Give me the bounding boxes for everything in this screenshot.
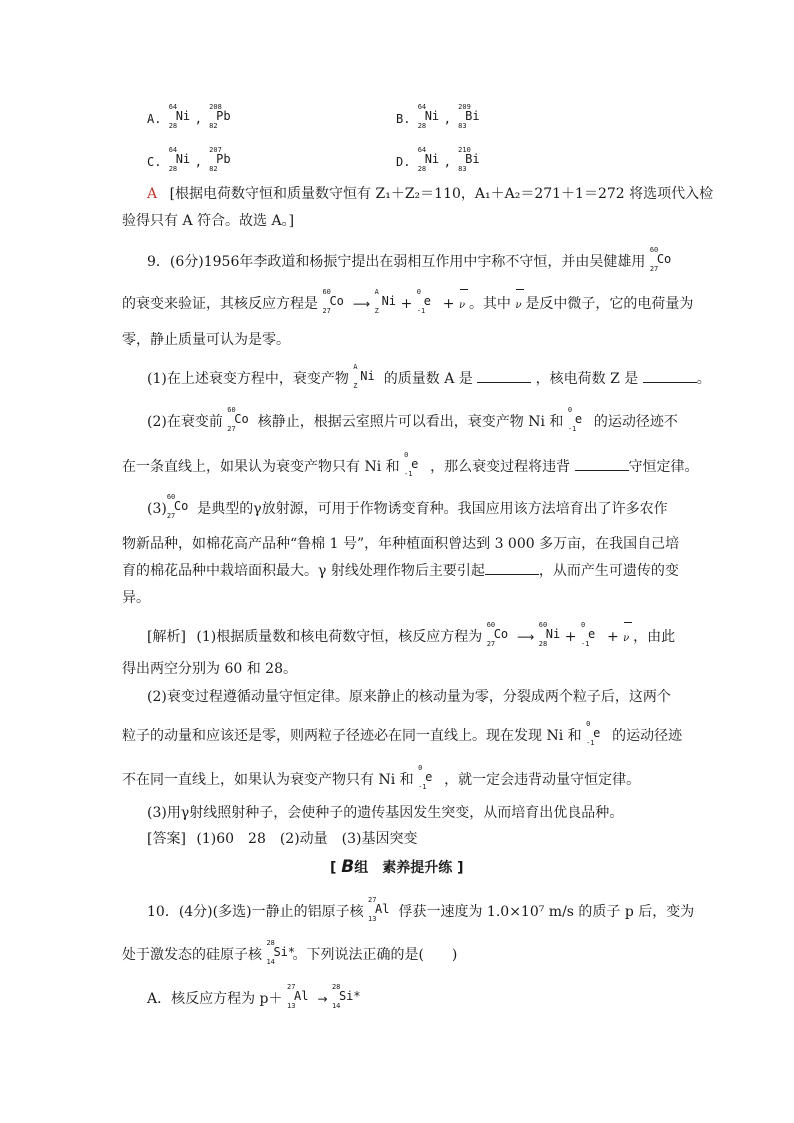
- analysis-text: 的运动径迹: [612, 728, 683, 744]
- q8-answer-text: [根据电荷数守恒和质量数守恒有 Z₁＋Z₂＝110，A₁＋A₂＝271＋1＝272 将选项代入检: [169, 186, 714, 202]
- nuclide-bi209: 209 83 Bi: [458, 103, 480, 130]
- nuclide-co60: 60 27 Co: [227, 406, 249, 433]
- nuclide-ni60: 60 28 Ni: [538, 621, 561, 648]
- section-letter: B: [341, 857, 355, 877]
- q10-text: A．核反应方程为 p＋: [147, 991, 283, 1007]
- q9-text: 。其中: [468, 296, 511, 312]
- nuclide-ni64: 64 28 Ni: [168, 146, 191, 173]
- q8-answer-line1: [147, 185, 713, 203]
- q9-text: (1)在上述衰变方程中，衰变产物: [147, 371, 349, 387]
- q9-text: 的质量数 A 是: [383, 371, 473, 387]
- analysis-text: ，由此: [633, 629, 676, 645]
- answer-blank[interactable]: [575, 458, 629, 471]
- answer-line: [147, 830, 418, 848]
- q9-text: 在一条直线上，如果认为衰变产物只有 Ni 和: [122, 459, 400, 475]
- nuclide-co60: 60 27 Co: [322, 288, 344, 315]
- q9-line1: [147, 246, 676, 273]
- q9-text: ，核电荷数 Z 是: [535, 371, 639, 387]
- q9-text: ，那么衰变过程将违背: [430, 459, 571, 475]
- q10-text: 。下列说法正确的是( ): [292, 947, 458, 963]
- option-c: C. 64 28 Ni , 207 82 Pb: [147, 150, 235, 171]
- nuclide-co60: 60 27 Co: [486, 621, 509, 648]
- antineutrino-symbol: ν: [459, 297, 469, 315]
- electron-symbol: 0 -1 e: [404, 451, 419, 478]
- answer-blank[interactable]: [477, 370, 531, 383]
- nuclide-ni64: 64 28 Ni: [417, 146, 440, 173]
- nuclide-pb208: 208 82 Pb: [209, 103, 231, 130]
- q10-text: 处于激发态的硅原子核: [122, 947, 262, 963]
- nuclide-si28: 28 14 Si*: [266, 939, 296, 966]
- q9-line3: 零，静止质量可认为是零。: [122, 332, 290, 348]
- analysis-label: [解析]: [147, 629, 186, 645]
- q10-text: 10．(4分)(多选)一静止的铝原子核: [147, 904, 364, 920]
- reaction-arrow: →: [317, 992, 328, 1006]
- q8-answer-line2: 验得只有 A 符合。故选 A。]: [122, 213, 295, 229]
- q9-text: 守恒定律。: [628, 459, 699, 475]
- q9-part3-line1: [147, 493, 668, 520]
- q10-line1: [147, 896, 695, 923]
- answer-blank[interactable]: [643, 370, 697, 383]
- q9-part3-line3: [122, 562, 679, 580]
- q9-text: 是反中微子，它的电荷量为: [525, 296, 694, 312]
- q9-stem: 9．(6分)1956年李政道和杨振宁提出在弱相互作用中宇称不守恒，并由吴健雄用: [147, 254, 646, 270]
- option-b: B. 64 28 Ni , 209 83 Bi: [396, 107, 484, 128]
- q10-option-a: [147, 983, 361, 1010]
- analysis-text: 不在同一直线上，如果认为衰变产物只有 Ni 和: [122, 772, 414, 788]
- nuclide-ni-az: A Z Ni: [374, 288, 397, 315]
- antineutrino-symbol: ν: [623, 630, 633, 648]
- section-title: 组 素养提升练: [354, 860, 453, 876]
- option-a: A. 64 28 Ni , 208 82 Pb: [147, 107, 235, 128]
- nuclide-al27: 27 13 Al: [368, 896, 390, 923]
- analysis-line3: (2)衰变过程遵循动量守恒定律。原来静止的核动量为零，分裂成两个粒子后，这两个: [147, 689, 671, 705]
- nuclide-co60: 60 27 Co: [649, 246, 672, 273]
- q9-line2: 的衰变来验证，其核反应方程是 60 27 Co ⟶ A Z Ni + 0 -1 e + ν 。其中 ν 是反中微子，它的电荷量为: [122, 288, 694, 315]
- q9-text: (3): [147, 501, 167, 517]
- q9-part1: (1)在上述衰变方程中，衰变产物 A Z Ni 的质量数 A 是 ，核电荷数 Z 是 。: [147, 363, 711, 390]
- electron-symbol: 0 -1 e: [416, 288, 431, 315]
- nuclide-ni64: 64 28 Ni: [168, 103, 191, 130]
- q9-text: 的运动径迹不: [593, 414, 678, 430]
- q10-line2: [122, 939, 458, 966]
- nuclide-al27: 27 13 Al: [286, 983, 309, 1010]
- q9-part2-line2: [122, 451, 699, 478]
- option-label: A.: [147, 112, 162, 126]
- nuclide-ni-az: A Z Ni: [353, 363, 375, 390]
- analysis-text: ，就一定会违背动量守恒定律。: [444, 772, 641, 788]
- nuclide-pb207: 207 82 Pb: [209, 146, 231, 173]
- electron-symbol: 0 -1 e: [580, 621, 596, 648]
- answer-label: [答案]: [147, 831, 186, 847]
- q9-text: (2)在衰变前: [147, 414, 223, 430]
- nuclide-co60: 60 27 Co: [166, 493, 189, 520]
- nuclide-bi210: 210 83 Bi: [458, 146, 480, 173]
- electron-symbol: 0 -1 e: [418, 764, 433, 791]
- analysis-line4: [122, 720, 683, 747]
- option-d: D. 64 28 Ni , 210 83 Bi: [396, 150, 484, 171]
- option-label: D.: [396, 155, 411, 169]
- electron-symbol: 0 -1 e: [586, 720, 601, 747]
- electron-symbol: 0 -1 e: [567, 406, 583, 433]
- q10-text: 俘获一速度为 1.0×10⁷ m/s 的质子 p 后，变为: [398, 904, 695, 920]
- q9-text: 育的棉花品种中栽培面积最大。γ 射线处理作物后主要引起: [122, 563, 485, 579]
- q8-answer-letter: A: [147, 186, 158, 202]
- analysis-text: 粒子的动量和应该还是零，则两粒子径迹必在同一直线上。现在发现 Ni 和: [122, 728, 582, 744]
- nuclide-si28: 28 14 Si*: [331, 983, 361, 1010]
- antineutrino-symbol: ν: [515, 297, 525, 315]
- analysis-line2: 得出两空分别为 60 和 28。: [122, 661, 297, 677]
- analysis-line5: [122, 764, 641, 791]
- option-label: C.: [147, 155, 162, 169]
- analysis-text: (1)根据质量数和核电荷数守恒，核反应方程为: [196, 629, 483, 645]
- q9-part3-line2: 物新品种，如棉花高产品种“鲁棉 1 号”，年种植面积曾达到 3 000 多万亩，在我国自己培: [122, 536, 680, 552]
- q9-text: 的衰变来验证，其核反应方程是: [122, 296, 318, 312]
- option-label: B.: [396, 112, 411, 126]
- q9-text: 核静止，根据云室照片可以看出，衰变产物 Ni 和: [257, 414, 564, 430]
- section-heading: [ B组 素养提升练 ]: [330, 857, 464, 877]
- q9-part2-line1: [147, 406, 678, 433]
- analysis-line1: [解析] (1)根据质量数和核电荷数守恒，核反应方程为 60 27 Co ⟶ 60 28 Ni + 0 -1 e + ν ，由此: [147, 621, 676, 648]
- analysis-line6: (3)用γ射线照射种子，会使种子的遗传基因发生突变，从而培育出优良品种。: [147, 805, 624, 821]
- q9-text: ，从而产生可遗传的变: [538, 563, 679, 579]
- reaction-arrow: ⟶: [352, 297, 371, 311]
- reaction-arrow: ⟶: [517, 630, 535, 644]
- answer-blank[interactable]: [485, 562, 539, 575]
- q9-text: 是典型的γ放射源，可用于作物诱变育种。我国应用该方法培育出了许多农作: [197, 501, 668, 517]
- answer-text: (1)60 28 (2)动量 (3)基因突变: [196, 831, 418, 847]
- q9-part3-line4: 异。: [122, 590, 150, 606]
- nuclide-ni64: 64 28 Ni: [417, 103, 440, 130]
